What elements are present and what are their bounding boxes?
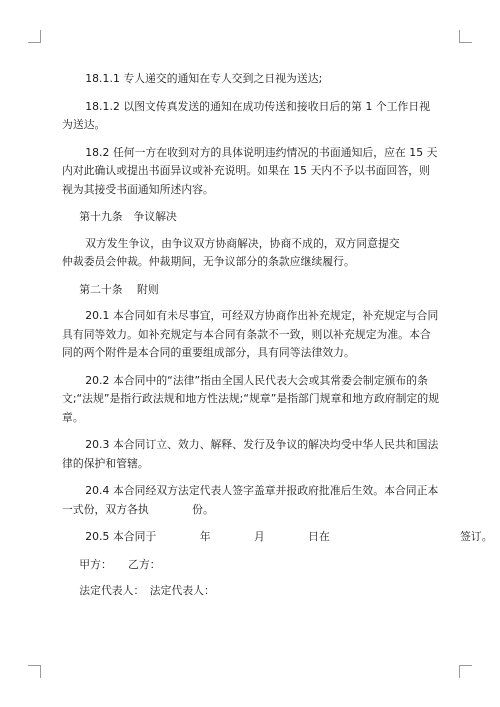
- article-19-body: 双方发生争议，由争议双方协商解决，协商不成的，双方同意提交 仲裁委员会仲裁。仲裁期间，无争议部分的条款应继续履行。: [62, 236, 444, 268]
- crop-mark-bottom-right: [459, 665, 472, 678]
- clause-20-5: 20.5 本合同于 年 月 日在 签订。: [85, 530, 493, 543]
- article-20-heading: 第二十条 附则: [79, 282, 159, 296]
- legal-representative-line: 法定代表人： 法定代表人：: [79, 584, 215, 597]
- crop-mark-top-left: [28, 30, 41, 43]
- clause-18-1-2: 18.1.2 以图文传真发送的通知在成功传送和接收日后的第 1 个工作日视为送达。: [62, 99, 431, 131]
- clause-20-2: 20.2 本合同中的“法律”指由全国人民代表大会或其常委会制定颁布的条文;“法规”是指行政法规和地方性法规;“规章”是指部门规章和地方政府制定的规章。: [62, 373, 440, 424]
- clause-18-2: 18.2 任何一方在收到对方的具体说明违约情况的书面通知后，应在 15 天内对此确认或提出书面异议或补充说明。如果在 15 天内不予以书面回答，则视为其接受书面通知所述内容。: [62, 145, 438, 196]
- party-signature-line: 甲方： 乙方：: [79, 557, 161, 571]
- crop-mark-top-right: [459, 30, 472, 43]
- clause-20-3: 20.3 本合同订立、效力、解释、发行及争议的解决均受中华人民共和国法律的保护和管辖。: [62, 438, 439, 470]
- clause-20-1: 20.1 本合同如有未尽事宜，可经双方协商作出补充规定，补充规定与合同具有同等效力。如补充规定与本合同有条款不一致，则以补充规定为准。本合同的两个附件是本合同的重要组成部分，具有同等法律效力。: [62, 309, 439, 359]
- document-body: [62, 70, 493, 609]
- clause-18-1-1: 18.1.1 专人递交的通知在专人交到之日视为送达;: [85, 72, 323, 85]
- crop-mark-bottom-left: [28, 665, 41, 678]
- article-19-heading: 第十九条 争议解决: [79, 210, 177, 223]
- clause-20-4: 20.4 本合同经双方法定代表人签字盖章并报政府批准后生效。本合同正本一式份，双方各执 份。: [62, 484, 439, 516]
